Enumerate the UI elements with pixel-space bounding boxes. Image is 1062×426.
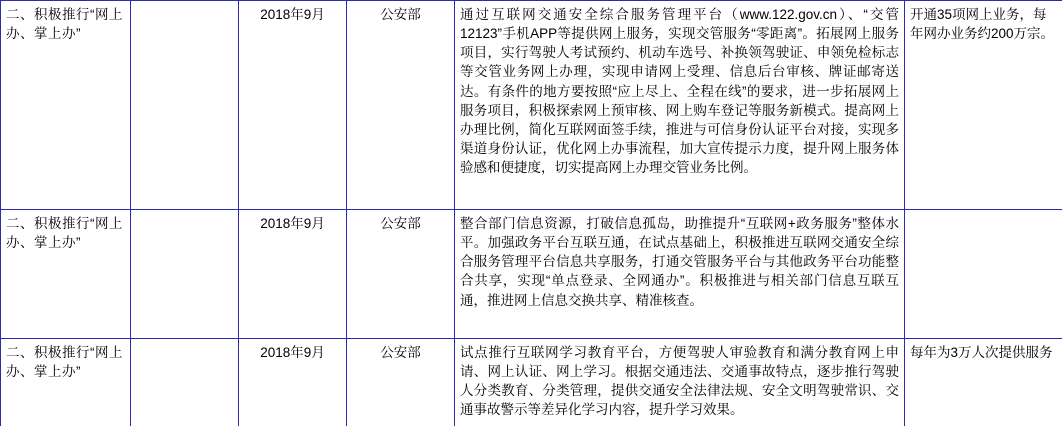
cell-task: 推进网上政务互联互通。 (131, 210, 239, 339)
cell-goal: 开通35项网上业务，每年网办业务约200万宗。 (905, 1, 1062, 210)
cell-task: 拓展网上服务覆盖面。 (131, 1, 239, 210)
cell-content: 整合部门信息资源，打破信息孤岛，助推提升“互联网+政务服务”整体水平。加强政务平台互联互通，在试点基础上，积极推进互联网交通安全综合服务管理平台信息共享服务，打通交管服务平台与其他政务平台功能整合共享，实现“单点登录、全网通办”。积极推进与相关部门信息互联互通，推进网上信息交换共享、精准核查。 (455, 210, 905, 339)
table-row (1, 339, 1062, 426)
cell-theme: 二、积极推行“网上办、掌上办” (1, 339, 131, 426)
cell-content: 通过互联网交通安全综合服务管理平台（www.122.gov.cn）、“交管12123”手机APP等提供网上服务，实现交管服务“零距离”。拓展网上服务项目，实行驾驶人考试预约、机动车选号、补换领驾驶证、申领免检标志等交管业务网上办理，实现申请网上受理、信息后台审核、牌证邮寄送达。有条件的地方要按照“应上尽上、全程在线”的要求，进一步拓展网上服务项目，积极探索网上预审核、网上购车登记等服务新模式。提高网上办理比例，简化互联网面签手续，推进与可信身份认证平台对接，实现多渠道身份认证，优化网上办事流程，加大宣传提示力度，提升网上服务体验感和便捷度，切实提高网上办理交管业务比例。 (455, 1, 905, 210)
table-row (1, 1, 1062, 210)
cell-dept: 公安部 (347, 210, 455, 339)
cell-time: 2018年9月 (239, 1, 347, 210)
cell-time: 2018年9月 (239, 210, 347, 339)
cell-content: 试点推行互联网学习教育平台，方便驾驶人审验教育和满分教育网上申请、网上认证、网上学习。根据交通违法、交通事故特点，逐步推行驾驶人分类教育、分类管理，提供交通安全法律法规、安全文明驾驶常识、交通事故警示等差异化学习内容，提升学习效果。 (455, 339, 905, 426)
table-row (1, 210, 1062, 339)
cell-task: 推行安全教育网上学习。 (131, 339, 239, 426)
cell-dept: 公安部 (347, 1, 455, 210)
cell-theme: 二、积极推行“网上办、掌上办” (1, 210, 131, 339)
cell-goal (905, 210, 1062, 339)
cell-time: 2018年9月 (239, 339, 347, 426)
cell-theme: 二、积极推行“网上办、掌上办” (1, 1, 131, 210)
cell-goal: 每年为3万人次提供服务 (905, 339, 1062, 426)
cell-dept: 公安部 (347, 339, 455, 426)
